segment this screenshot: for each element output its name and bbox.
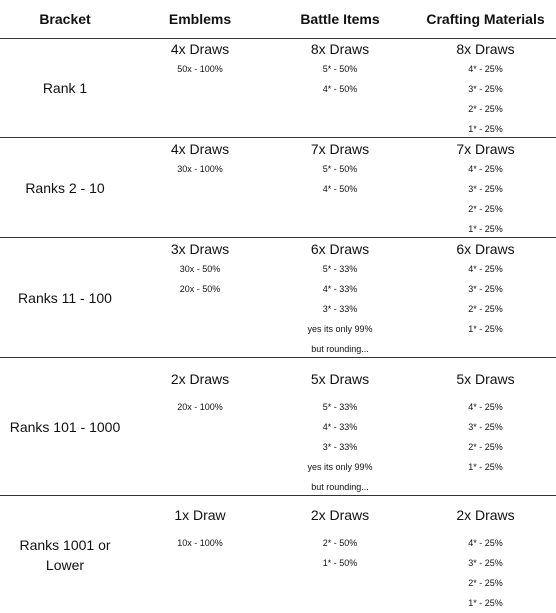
bracket-label <box>0 238 130 358</box>
battle-odds-line: but rounding... <box>311 482 369 492</box>
battle-odds-line: 4* - 33% <box>322 284 358 294</box>
crafting-odds-line: 3* - 25% <box>468 84 503 94</box>
crafting-odds-line: 4* - 25% <box>468 402 503 412</box>
emblems-cell <box>130 239 270 299</box>
crafting-odds-line: 4* - 25% <box>468 64 503 74</box>
emblems-odds-line: 30x - 50% <box>179 264 221 274</box>
battle-draws: 6x Draws <box>310 241 370 257</box>
battle-odds-line: yes its only 99% <box>307 462 373 472</box>
crafting-odds-line: 1* - 25% <box>468 324 503 334</box>
battle-odds-line: 5* - 33% <box>322 402 358 412</box>
emblems-cell <box>130 359 270 417</box>
battle-draws: 8x Draws <box>310 41 370 57</box>
crafting-cell <box>415 359 556 477</box>
crafting-draws: 5x Draws <box>456 371 515 387</box>
crafting-draws: 6x Draws <box>456 241 515 257</box>
emblems-odds-line: 30x - 100% <box>177 164 223 174</box>
header-crafting-materials: Crafting Materials <box>426 11 545 27</box>
emblems-draws: 1x Draw <box>174 507 226 523</box>
crafting-odds-line: 2* - 25% <box>468 442 503 452</box>
crafting-odds-line: 3* - 25% <box>468 422 503 432</box>
crafting-cell <box>415 139 556 239</box>
crafting-odds-line: 2* - 25% <box>468 204 503 214</box>
battle-draws: 7x Draws <box>310 141 370 157</box>
battle-odds-line: 4* - 50% <box>322 84 358 94</box>
crafting-odds-line: 3* - 25% <box>468 558 503 568</box>
bracket-label <box>0 358 130 496</box>
emblems-odds-line: 20x - 50% <box>179 284 221 294</box>
bracket-text: Ranks 11 - 100 <box>18 290 112 306</box>
battle-cell <box>270 497 410 573</box>
header-bracket: Bracket <box>39 11 91 27</box>
crafting-odds-line: 3* - 25% <box>468 184 503 194</box>
bracket-label <box>0 496 130 613</box>
bracket-text: Rank 1 <box>42 80 88 96</box>
battle-draws: 5x Draws <box>310 371 370 387</box>
crafting-odds-line: 3* - 25% <box>468 284 503 294</box>
emblems-draws: 2x Draws <box>170 371 230 387</box>
crafting-odds-line: 2* - 25% <box>468 104 503 114</box>
battle-odds-line: 4* - 33% <box>322 422 358 432</box>
crafting-odds-line: 1* - 25% <box>468 224 503 234</box>
emblems-draws: 4x Draws <box>170 141 230 157</box>
emblems-draws: 4x Draws <box>170 41 230 57</box>
battle-cell <box>270 139 410 199</box>
bracket-text: Ranks 2 - 10 <box>25 180 105 196</box>
crafting-draws: 7x Draws <box>456 141 515 157</box>
crafting-draws: 8x Draws <box>456 41 515 57</box>
crafting-odds-line: 1* - 25% <box>468 462 503 472</box>
battle-odds-line: 2* - 50% <box>322 538 358 548</box>
crafting-odds-line: 2* - 25% <box>468 304 503 314</box>
emblems-draws: 3x Draws <box>170 241 230 257</box>
bracket-text: Ranks 101 - 1000 <box>9 419 121 435</box>
crafting-cell <box>415 39 556 139</box>
battle-odds-line: yes its only 99% <box>307 324 373 334</box>
crafting-draws: 2x Draws <box>456 507 515 523</box>
battle-odds-line: 5* - 50% <box>322 164 358 174</box>
crafting-odds-line: 2* - 25% <box>468 578 503 588</box>
bracket-text: Ranks 1001 or Lower <box>19 536 111 573</box>
battle-odds-line: 4* - 50% <box>322 184 358 194</box>
crafting-odds-line: 1* - 25% <box>468 598 503 608</box>
crafting-odds-line: 1* - 25% <box>468 124 503 134</box>
crafting-odds-line: 4* - 25% <box>468 538 503 548</box>
emblems-cell <box>130 139 270 179</box>
battle-odds-line: 5* - 33% <box>322 264 358 274</box>
battle-odds-line: 5* - 50% <box>322 64 358 74</box>
emblems-odds-line: 50x - 100% <box>177 64 223 74</box>
battle-odds-line: 3* - 33% <box>322 304 358 314</box>
header-battle-items: Battle Items <box>300 11 380 27</box>
emblems-cell <box>130 497 270 553</box>
battle-odds-line: but rounding... <box>311 344 369 354</box>
battle-odds-line: 3* - 33% <box>322 442 358 452</box>
bracket-label <box>0 138 130 238</box>
battle-cell <box>270 239 410 359</box>
battle-odds-line: 1* - 50% <box>322 558 358 568</box>
emblems-odds-line: 10x - 100% <box>177 538 223 548</box>
emblems-odds-line: 20x - 100% <box>177 402 223 412</box>
battle-draws: 2x Draws <box>310 507 370 523</box>
battle-cell <box>270 39 410 99</box>
bracket-label <box>0 38 130 138</box>
header-emblems: Emblems <box>168 11 232 27</box>
battle-cell <box>270 359 410 497</box>
emblems-cell <box>130 39 270 79</box>
crafting-odds-line: 4* - 25% <box>468 264 503 274</box>
crafting-cell <box>415 497 556 613</box>
crafting-cell <box>415 239 556 339</box>
crafting-odds-line: 4* - 25% <box>468 164 503 174</box>
